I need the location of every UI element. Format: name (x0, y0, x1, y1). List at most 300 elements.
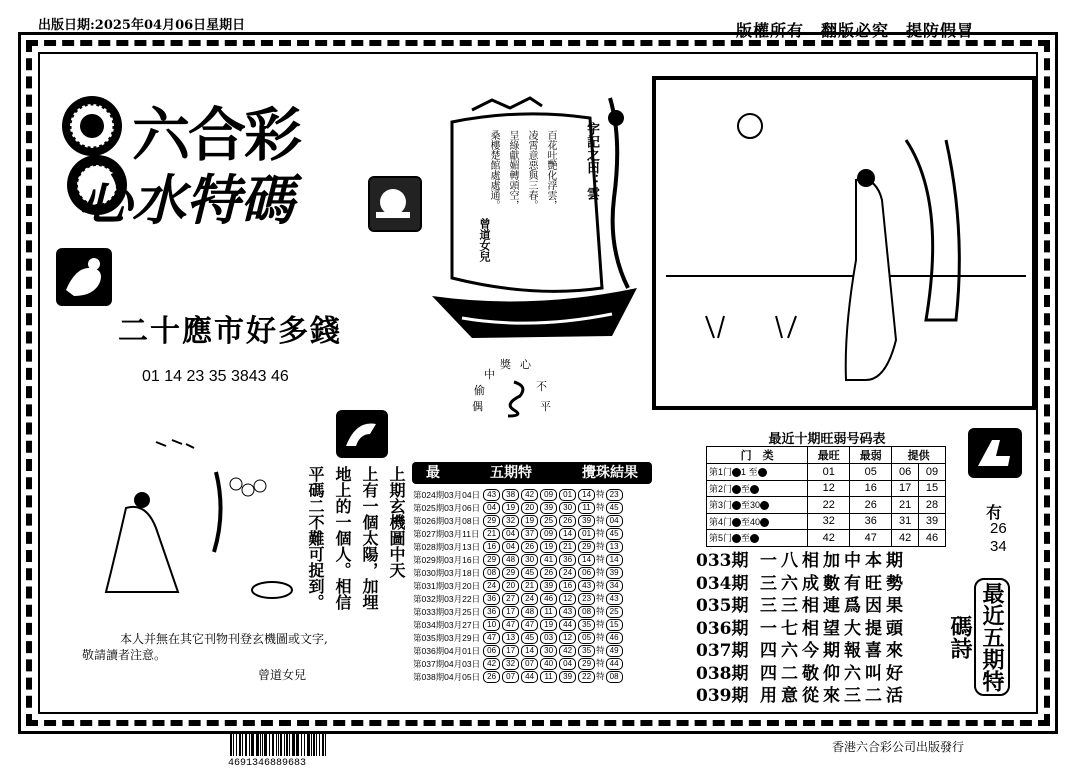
barcode-bar (272, 734, 274, 756)
special-ball-number: 39 (606, 567, 623, 579)
pick-number: 26 (990, 520, 1007, 537)
barcode-bar (319, 734, 320, 756)
result-balls (481, 592, 625, 605)
result-balls (481, 566, 625, 579)
special-label: 特 (596, 593, 605, 603)
special-ball-number: 13 (606, 541, 623, 553)
ball-number: 30 (521, 554, 538, 566)
mystery-line: 平碼二不難可捉到。 (306, 466, 325, 610)
riddle-line: 百花吐艷化浮雲， (545, 130, 556, 210)
wangruo-hot: 32 (808, 513, 850, 530)
barcode-bar (245, 734, 247, 756)
ball-number: 27 (502, 593, 519, 605)
pick-numbers (990, 520, 1007, 556)
poem-row (696, 595, 907, 618)
wangruo-table (706, 446, 946, 547)
notice-signature: 曾道女兒 (258, 668, 307, 682)
mystery-line: 上有一個太陽，加埋 (360, 466, 379, 610)
special-label: 特 (596, 580, 605, 590)
barcode-icon (228, 734, 328, 756)
ball-number: 48 (502, 554, 519, 566)
door-label: 第3门 (709, 500, 733, 511)
ball-number: 36 (559, 554, 576, 566)
ball-number: 39 (559, 671, 576, 683)
result-row (412, 579, 625, 592)
barcode-bar (236, 734, 237, 756)
issue-date: 出版日期:2025年04月06日星期日 (38, 18, 246, 33)
special-label: 特 (596, 541, 605, 551)
dot-icon (732, 518, 741, 527)
riddle-title: 字記之曰：雲 (584, 122, 599, 200)
special-label: 特 (596, 515, 605, 525)
wangruo-cold: 05 (850, 464, 892, 481)
special-ball-number: 14 (606, 554, 623, 566)
special-label: 特 (596, 645, 605, 655)
door-label: 第2门 (709, 483, 733, 494)
ball-number: 04 (559, 658, 576, 670)
poem-row (696, 618, 907, 641)
result-row (412, 644, 625, 657)
sailing-boat-icon (432, 78, 642, 348)
ball-number: 17 (502, 645, 519, 657)
ball-number: 24 (521, 593, 538, 605)
boat-illustration (432, 78, 642, 348)
wangruo-header-row (707, 447, 946, 464)
title-main: 六合彩 (132, 101, 301, 169)
door-range: 至40 (741, 516, 761, 527)
poem-period: 039期 (696, 686, 749, 706)
result-period: 第024期03月04日 (413, 489, 481, 500)
result-row (412, 566, 625, 579)
result-period: 第029期03月16日 (413, 554, 481, 565)
ball-number: 46 (540, 593, 557, 605)
ball-number: 32 (502, 658, 519, 670)
wangruo-col-header: 提供 (892, 447, 946, 464)
ball-number: 23 (578, 593, 595, 605)
dot-icon (732, 468, 741, 477)
result-period: 第037期04月03日 (413, 658, 481, 669)
ball-number: 47 (483, 632, 500, 644)
sign-char: 獎 (500, 358, 511, 371)
ball-number: 14 (521, 645, 538, 657)
result-row (412, 592, 625, 605)
poem-text: 四六今期報喜來 (760, 641, 907, 661)
result-period: 第038期04月05日 (413, 671, 481, 682)
ball-number: 30 (559, 502, 576, 514)
poem-text: 一七相望大提頭 (760, 618, 907, 639)
barcode-bar (278, 734, 279, 756)
poem-text: 四二敬仰六叫好 (760, 663, 907, 684)
sign-char: 心 (520, 358, 531, 371)
poem-period: 037期 (696, 641, 749, 661)
poem-period: 036期 (696, 618, 749, 639)
ball-number: 35 (578, 645, 595, 657)
barcode-bar (284, 734, 285, 756)
result-period: 第030期03月18日 (413, 567, 481, 578)
door-label: 第5门 (709, 533, 733, 544)
special-ball-number: 44 (606, 658, 623, 670)
wangruo-hot: 22 (808, 497, 850, 514)
door-range: 至 (741, 483, 751, 494)
door-label: 第1门 (709, 467, 733, 478)
wangruo-panel (706, 428, 948, 547)
ball-number: 45 (521, 567, 538, 579)
barcode-bar (296, 734, 299, 756)
ball-number: 09 (540, 489, 557, 501)
barcode-bar (301, 734, 302, 756)
special-label: 特 (596, 554, 605, 564)
ball-number: 39 (540, 502, 557, 514)
results-header (412, 462, 652, 484)
rooster-icon (56, 248, 112, 306)
results-table (412, 488, 625, 683)
ball-number: 47 (521, 619, 538, 631)
wangruo-row (707, 464, 946, 481)
ball-number: 19 (540, 619, 557, 631)
special-ball-number: 49 (606, 645, 623, 657)
wangruo-col-header: 门 类 (707, 447, 808, 464)
wangruo-give: 17 (892, 480, 919, 497)
result-row (412, 527, 625, 540)
ball-number: 42 (483, 658, 500, 670)
rights-notice: 版權所有 翻版必究 提防假冒 (736, 21, 975, 40)
barcode-bar (262, 734, 263, 756)
barcode-bar (280, 734, 282, 756)
wangruo-give: 09 (919, 464, 946, 481)
lucky-numbers: 01 14 23 35 3843 46 (142, 368, 289, 385)
mystery-poem (304, 466, 408, 610)
barcode-bar (307, 734, 310, 756)
barcode-bar (233, 734, 234, 756)
dot-icon (760, 518, 769, 527)
wangruo-door (707, 497, 808, 514)
wangruo-hot: 12 (808, 480, 850, 497)
result-row (412, 501, 625, 514)
ball-number: 41 (540, 554, 557, 566)
ball-number: 22 (578, 671, 595, 683)
ball-number: 43 (578, 580, 595, 592)
ball-number: 29 (483, 554, 500, 566)
ball-number: 01 (578, 528, 595, 540)
ball-number: 21 (521, 580, 538, 592)
ball-number: 30 (540, 645, 557, 657)
barcode-bar (239, 734, 241, 756)
door-range: 1 至 (741, 467, 758, 478)
poem-text: 三六成數有旺勢 (760, 573, 907, 594)
poem-text: 用意從來三二活 (760, 686, 907, 706)
special-label: 特 (596, 619, 605, 629)
ball-number: 19 (521, 515, 538, 527)
ball-number: 47 (502, 619, 519, 631)
barcode-bar (325, 734, 326, 756)
notice-line-1: 本人并無在其它刊物刊登玄機圖或文字, (120, 632, 328, 646)
result-period: 第033期03月25日 (413, 606, 481, 617)
wangruo-give: 28 (919, 497, 946, 514)
barcode-bar (322, 734, 324, 756)
result-balls (481, 670, 625, 683)
ball-number: 12 (559, 632, 576, 644)
special-label: 特 (596, 528, 605, 538)
ball-number: 44 (559, 619, 576, 631)
poem-period: 035期 (696, 596, 749, 616)
wangruo-row (707, 497, 946, 514)
poem-row (696, 685, 907, 708)
wangruo-col-header: 最旺 (808, 447, 850, 464)
wangruo-title: 最近十期旺弱号码表 (768, 432, 886, 447)
barcode-bar (260, 734, 261, 756)
ball-number: 36 (483, 606, 500, 618)
ball-number: 01 (559, 489, 576, 501)
ball-number: 44 (521, 671, 538, 683)
sign-char: 偷 (474, 384, 485, 397)
poem-row (696, 663, 907, 686)
poem-period: 038期 (696, 663, 749, 684)
ball-number: 29 (502, 567, 519, 579)
sign-char: 中 (484, 368, 495, 381)
sign-snake (470, 356, 560, 418)
lady-scene-icon (656, 80, 1032, 406)
special-label: 特 (596, 658, 605, 668)
barcode-bar (311, 734, 312, 756)
ball-number: 08 (578, 606, 595, 618)
sign-char: 偶 (472, 400, 483, 413)
result-balls (481, 540, 625, 553)
special-label: 特 (596, 567, 605, 577)
sign-char: 不 (536, 380, 547, 393)
ball-number: 43 (483, 489, 500, 501)
result-balls (481, 579, 625, 592)
ball-number: 35 (578, 619, 595, 631)
result-row (412, 540, 625, 553)
result-row (412, 618, 625, 631)
dot-icon (750, 534, 759, 543)
ball-number: 36 (483, 593, 500, 605)
result-row (412, 631, 625, 644)
wangruo-give: 21 (892, 497, 919, 514)
ball-number: 10 (483, 619, 500, 631)
barcode-bar (316, 734, 317, 756)
wangruo-door (707, 513, 808, 530)
hand-icon (336, 410, 388, 458)
barcode-bar (242, 734, 243, 756)
result-balls (481, 527, 625, 540)
ball-number: 06 (578, 567, 595, 579)
ball-number: 20 (502, 580, 519, 592)
ball-number: 25 (540, 515, 557, 527)
special-label: 特 (596, 632, 605, 642)
wangruo-door (707, 530, 808, 547)
result-balls (481, 631, 625, 644)
ball-number: 11 (540, 671, 557, 683)
special-ball-number: 45 (606, 528, 623, 540)
ball-number: 24 (483, 580, 500, 592)
ball-number: 45 (521, 632, 538, 644)
barcode-bar (304, 734, 305, 756)
poem-row (696, 573, 907, 596)
five-poem-side-title: 最近五期特碼詩 (974, 578, 1010, 696)
title-sub: 心水特碼 (78, 168, 294, 232)
dot-icon (732, 485, 741, 494)
ball-number: 19 (502, 502, 519, 514)
ball-number: 11 (578, 502, 595, 514)
wangruo-cold: 36 (850, 513, 892, 530)
ball-number: 11 (540, 606, 557, 618)
barcode-bar (251, 734, 254, 756)
result-row (412, 553, 625, 566)
result-period: 第026期03月08日 (413, 515, 481, 526)
ball-number: 38 (502, 489, 519, 501)
wangruo-cold: 16 (850, 480, 892, 497)
result-row (412, 488, 625, 501)
ball-number: 04 (483, 502, 500, 514)
mystery-line: 上期玄機圖中天 (387, 466, 406, 578)
result-period: 第027期03月11日 (413, 528, 480, 539)
pick-label: 𠕇 (986, 503, 1003, 522)
ball-number: 09 (540, 528, 557, 540)
results-header-part: 攪珠結果 (582, 465, 638, 481)
result-balls (481, 501, 625, 514)
ball-number: 08 (483, 567, 500, 579)
barcode-bar (264, 734, 267, 756)
slogan: 二十應市好多錢 (118, 314, 342, 349)
ball-number: 32 (502, 515, 519, 527)
barcode-bar (292, 734, 295, 756)
wangruo-row (707, 530, 946, 547)
poem-row (696, 550, 907, 573)
riddle-line: 桑樓楚館處處通。 (488, 130, 499, 210)
result-row (412, 605, 625, 618)
wangruo-row (707, 513, 946, 530)
riddle-poem (486, 130, 558, 210)
wangruo-cold: 26 (850, 497, 892, 514)
dot-icon (732, 534, 741, 543)
ball-number: 39 (578, 515, 595, 527)
result-balls (481, 514, 625, 527)
wangruo-give: 39 (919, 513, 946, 530)
ball-number: 13 (502, 632, 519, 644)
wangruo-col-header: 最弱 (850, 447, 892, 464)
ball-number: 04 (502, 541, 519, 553)
dot-icon (750, 485, 759, 494)
wangruo-give: 42 (892, 530, 919, 547)
publisher: 香港六合彩公司出版發行 (832, 740, 965, 754)
result-balls (481, 644, 625, 657)
result-row (412, 514, 625, 527)
result-balls (481, 605, 625, 618)
results-panel (412, 462, 652, 683)
ball-number: 14 (559, 528, 576, 540)
barcode-bar (313, 734, 315, 756)
barcode-bar (230, 734, 232, 756)
poem-text: 三三相連爲因果 (760, 596, 907, 616)
ball-number: 14 (578, 554, 595, 566)
result-period: 第036期04月01日 (413, 645, 481, 656)
barcode-number: 4691346889683 (228, 758, 307, 769)
special-ball-number: 34 (606, 580, 623, 592)
ball-number: 07 (502, 671, 519, 683)
dot-icon (758, 468, 767, 477)
results-header-part: 最 (426, 465, 440, 481)
special-ball-number: 46 (606, 632, 623, 644)
barcode-bar (286, 734, 288, 756)
ball-number: 39 (540, 580, 557, 592)
sage-illustration (86, 432, 304, 602)
result-period: 第035期03月29日 (413, 632, 481, 643)
special-ball-number: 45 (606, 502, 623, 514)
wangruo-door (707, 464, 808, 481)
pick-number: 34 (990, 538, 1007, 555)
ball-number: 06 (483, 645, 500, 657)
dot-icon (732, 501, 741, 510)
result-balls (481, 618, 625, 631)
result-balls (481, 488, 625, 501)
special-ball-number: 43 (606, 593, 623, 605)
sage-scene-icon (86, 432, 304, 602)
results-header-part: 五期特 (490, 465, 532, 481)
barcode (228, 734, 328, 769)
dot-icon (760, 501, 769, 510)
barcode-bar (256, 734, 259, 756)
ball-number: 42 (521, 489, 538, 501)
mystery-line: 地上的一個人。相信 (333, 466, 352, 610)
ball-number: 26 (483, 671, 500, 683)
special-ball-number: 04 (606, 515, 623, 527)
ball-number: 40 (540, 658, 557, 670)
wangruo-hot: 42 (808, 530, 850, 547)
ball-number: 29 (483, 515, 500, 527)
ball-number: 48 (521, 606, 538, 618)
wangruo-give: 46 (919, 530, 946, 547)
result-balls (481, 657, 625, 670)
barcode-bar (249, 734, 250, 756)
poem-period: 033期 (696, 551, 749, 571)
notice-line-2: 敬請讀者注意。 (82, 648, 167, 662)
riddle-line: 凌霄意惡與三春。 (526, 130, 537, 210)
ball-number: 16 (559, 580, 576, 592)
ball-number: 26 (559, 515, 576, 527)
ball-number: 04 (502, 528, 519, 540)
result-row (412, 657, 625, 670)
wangruo-give: 15 (919, 480, 946, 497)
wangruo-row (707, 480, 946, 497)
wangruo-give: 06 (892, 464, 919, 481)
wangruo-hot: 01 (808, 464, 850, 481)
ball-number: 07 (521, 658, 538, 670)
door-label: 第4门 (709, 516, 733, 527)
result-row (412, 670, 625, 683)
ball-number: 12 (559, 593, 576, 605)
result-period: 第025期03月06日 (413, 502, 481, 513)
barcode-bar (289, 734, 290, 756)
result-period: 第031期03月20日 (413, 580, 481, 591)
ball-number: 42 (559, 645, 576, 657)
ball-number: 24 (559, 567, 576, 579)
result-period: 第034期03月27日 (413, 619, 481, 630)
ball-number: 29 (578, 541, 595, 553)
ball-number: 26 (540, 567, 557, 579)
wangruo-cold: 47 (850, 530, 892, 547)
ball-number: 16 (483, 541, 500, 553)
wangruo-door (707, 480, 808, 497)
ball-number: 37 (521, 528, 538, 540)
special-label: 特 (596, 489, 605, 499)
special-ball-number: 25 (606, 606, 623, 618)
poem-row (696, 640, 907, 663)
ball-number: 43 (559, 606, 576, 618)
riddle-line: 呈綠獻媚轉頭空， (507, 130, 518, 210)
hand-icon (968, 428, 1022, 478)
ball-number: 17 (502, 606, 519, 618)
